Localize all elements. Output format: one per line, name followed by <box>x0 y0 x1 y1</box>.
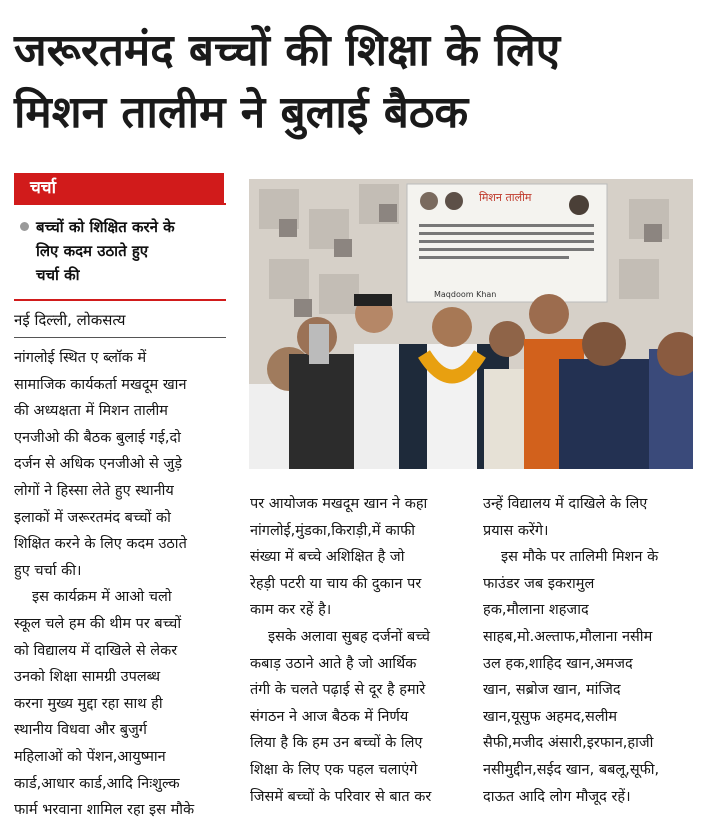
text-line: स्थानीय विधवा और बुजुर्ग <box>14 722 147 739</box>
headline-line-2: मिशन तालीम ने बुलाई बैठक <box>14 87 469 138</box>
text-line: उन्हें विद्यालय में दाखिले के लिए <box>483 496 648 512</box>
summary-line-1: बच्चों को शिक्षित करने के <box>36 218 175 236</box>
text-line: इस कार्यक्रम में आओ चलो <box>32 589 172 606</box>
text-line: काम कर रहें है। <box>250 602 332 619</box>
meeting-photo-image <box>249 179 693 469</box>
text-line: करना मुख्य मुद्दा रहा साथ ही <box>14 695 163 712</box>
text-line: शिक्षित करने के लिए कदम उठाते <box>14 536 187 553</box>
summary-line-3: चर्चा की <box>36 266 80 284</box>
text-line: खान,यूसुफ अहमद,सलीम <box>483 708 618 725</box>
text-line: लिया है कि हम उन बच्चों के लिए <box>250 735 423 752</box>
banner-contact-name: Maqdoom Khan <box>434 290 497 299</box>
text-line: को विद्यालय में दाखिले से लेकर <box>14 642 178 659</box>
text-line: कबाड़ उठाने आते है जो आर्थिक <box>250 655 417 672</box>
text-line: हक,मौलाना शहजाद <box>483 602 589 619</box>
text-line: पर आयोजक मखदूम खान ने कहा <box>250 496 428 512</box>
text-line: की अध्यक्षता में मिशन तालीम <box>14 403 168 420</box>
text-line: कार्ड,आधार कार्ड,आदि निःशुल्क <box>14 775 180 792</box>
section-tag: चर्चा <box>14 173 224 203</box>
text-line: प्रयास करेंगे। <box>483 522 549 539</box>
text-line: तंगी के चलते पढ़ाई से दूर है हमारे <box>250 682 426 699</box>
summary-line-2: लिए कदम उठाते हुए <box>36 242 149 260</box>
text-line: नांगलोई,मुंडका,किराड़ी,में काफी <box>250 522 416 539</box>
text-line: सैफी,मजीद अंसारी,इरफान,हाजी <box>483 735 654 752</box>
article-column-2 <box>250 491 472 810</box>
text-line: इलाकों में जरूरतमंद बच्चों को <box>14 509 171 526</box>
text-line: दाऊत आदि लोग मौजूद रहें। <box>483 788 631 805</box>
banner-title: मिशन तालीम <box>479 191 532 204</box>
text-line: रेहड़ी पटरी या चाय की दुकान पर <box>250 575 422 592</box>
text-line: सामाजिक कार्यकर्ता मखदूम खान <box>14 376 187 393</box>
headline <box>14 20 704 144</box>
text-line: नसीमुद्दीन,सईद खान, बबलू,सूफी, <box>483 761 660 778</box>
text-line: एनजीओ की बैठक बुलाई गई,दो <box>14 429 181 446</box>
text-line: दर्जन से अधिक एनजीओ से जुड़े <box>14 456 182 473</box>
tag-bar <box>14 173 226 205</box>
text-line: उल हक,शाहिद खान,अमजद <box>483 655 633 672</box>
text-line: हुए चर्चा की। <box>14 562 82 579</box>
summary-box <box>14 205 226 301</box>
text-line: फाउंडर जब इकरामुल <box>483 575 595 592</box>
text-line: खान, सब्रोज खान, मांजिद <box>483 682 621 699</box>
headline-line-1: जरूरतमंद बच्चों की शिक्षा के लिए <box>14 25 561 76</box>
bullet-icon <box>20 222 29 231</box>
sidebar-box <box>14 173 226 338</box>
text-line: उनको शिक्षा सामग्री उपलब्ध <box>14 669 161 686</box>
text-line: स्कूल चले हम की थीम पर बच्चों <box>14 615 182 632</box>
text-line: इस मौके पर तालिमी मिशन के <box>501 549 659 566</box>
text-line: संगठन ने आज बैठक में निर्णय <box>250 708 409 725</box>
text-line: नांगलोई स्थित ए ब्लॉक में <box>14 350 147 366</box>
text-line: फार्म भरवाना शामिल रहा इस मौके <box>14 802 195 819</box>
text-line: संख्या में बच्चे अशिक्षित है जो <box>250 549 405 566</box>
text-line: साहब,मो.अल्ताफ,मौलाना नसीम <box>483 628 653 645</box>
text-line: शिक्षा के लिए एक पहल चलाएंगे <box>250 761 418 778</box>
article-column-1 <box>14 345 232 824</box>
text-line: जिसमें बच्चों के परिवार से बात कर <box>250 788 432 805</box>
news-photo <box>249 179 693 469</box>
dateline: नई दिल्ली, लोकसत्य <box>14 309 226 338</box>
article-column-3 <box>483 491 705 810</box>
text-line: इसके अलावा सुबह दर्जनों बच्चे <box>268 628 430 645</box>
text-line: लोगों ने हिस्सा लेते हुए स्थानीय <box>14 482 174 499</box>
text-line: महिलाओं को पेंशन,आयुष्मान <box>14 748 166 765</box>
